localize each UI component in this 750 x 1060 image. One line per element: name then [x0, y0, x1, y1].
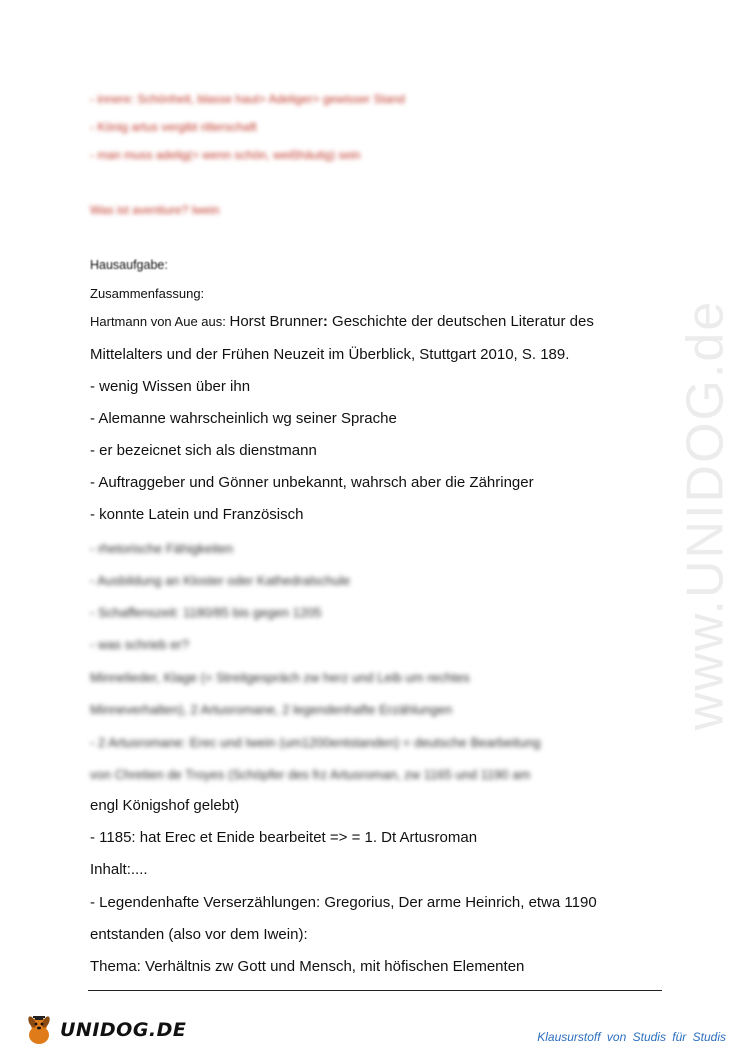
blurred-line: von Chretien de Troyes (Schöpfer des frz Artusroman, zw 1165 und 1190 am — [90, 767, 531, 782]
blurred-note-2: - König artus vergibt ritterschaft — [90, 120, 257, 134]
blurred-line: - Ausbildung an Kloster oder Kathedralschule — [90, 573, 351, 588]
summary-label: Zusammenfassung: — [90, 286, 205, 301]
source-title-part2: Mittelalters und der Frühen Neuzeit im Überblick, Stuttgart 2010, S. 189. — [90, 346, 570, 363]
logo-text: UNIDOG.DE — [60, 1019, 187, 1041]
blurred-line: - 2 Artusromane: Erec und Iwein (um1200entstanden) = deutsche Bearbeitung — [90, 735, 541, 750]
blurred-line: Minnelieder, Klage (= Streitgespräch zw herz und Leib um rechtes — [90, 670, 470, 685]
source-line — [90, 313, 594, 330]
list-item: Inhalt:.... — [90, 861, 148, 878]
homework-label: Hausaufgabe: — [90, 258, 168, 272]
blurred-line: - rhetorische Fähigkeiten — [90, 541, 234, 556]
blurred-line: - was schrieb er? — [90, 637, 189, 652]
blurred-question: Was ist aventiure? Iwein — [90, 203, 220, 217]
source-prefix: Hartmann von Aue aus: — [90, 314, 230, 329]
blurred-note-3: - man muss adelig(= wenn schön, weißhäutig) sein — [90, 148, 361, 162]
list-item: - er bezeicnet sich als dienstmann — [90, 442, 317, 459]
unidog-logo[interactable] — [22, 1012, 186, 1048]
list-item: - konnte Latein und Französisch — [90, 506, 304, 523]
list-item: engl Königshof gelebt) — [90, 797, 240, 814]
source-title-part1: Geschichte der deutschen Literatur des — [327, 313, 594, 330]
footer-tagline: Klausurstoff von Studis für Studis — [537, 1030, 726, 1044]
list-item: entstanden (also vor dem Iwein): — [90, 926, 308, 943]
blurred-line: Minneverhalten), 2 Artusromane, 2 legendenhafte Erzählungen — [90, 702, 453, 717]
list-item: - Auftraggeber und Gönner unbekannt, wahrsch aber die Zähringer — [90, 474, 534, 491]
list-item: - Legendenhafte Verserzählungen: Gregorius, Der arme Heinrich, etwa 1190 — [90, 894, 597, 911]
list-item: - Alemanne wahrscheinlich wg seiner Sprache — [90, 410, 397, 427]
list-item: - 1185: hat Erec et Enide bearbeitet => = 1. Dt Artusroman — [90, 829, 478, 846]
dog-icon — [22, 1013, 56, 1047]
blurred-note-1: - innere: Schönheit, blasse haut> Adeliger> gewisser Stand — [90, 92, 405, 106]
list-item: - wenig Wissen über ihn — [90, 378, 251, 395]
watermark-text: www.UNIDOG.de — [676, 299, 734, 731]
watermark — [645, 300, 750, 730]
source-author: Horst Brunner — [229, 313, 323, 330]
source-colon: : — [322, 313, 328, 330]
blurred-line: - Schaffenszeit: 1180/85 bis gegen 1205 — [90, 605, 322, 620]
footer-divider — [88, 990, 662, 991]
list-item: Thema: Verhältnis zw Gott und Mensch, mit höfischen Elementen — [90, 958, 525, 975]
